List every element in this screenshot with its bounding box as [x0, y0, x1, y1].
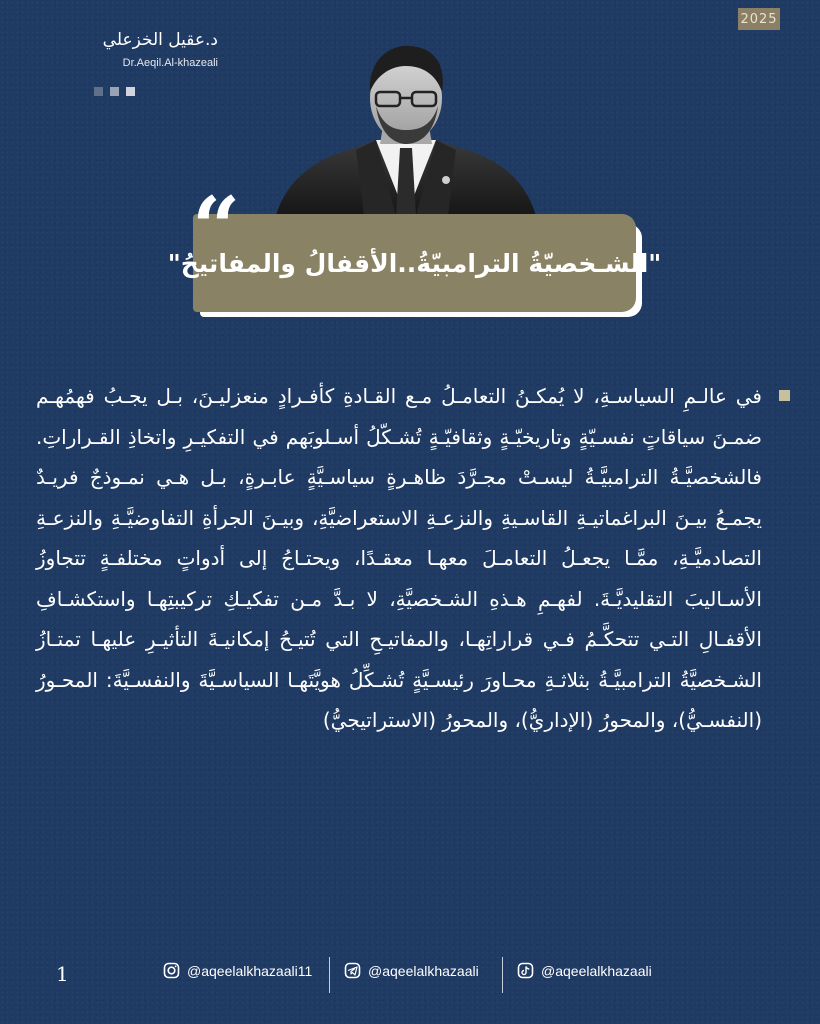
author-portrait: [276, 40, 536, 216]
article-body: في عالـمِ السياسـةِ، لا يُمكـنُ التعامـلُ مـع القـادةِ كأفـرادٍ منعزليـنَ، بـل يجـبُ فهمُهـم ضمـنَ سياقاتٍ نفسـيّةٍ وتاريخيّـةٍ وثقافيّـةٍ تُشـكّلُ أسـلوبَهم في التفكيـرِ واتخاذِ القـراراتِ. فالشخصيَّـةُ الترامبيَّـةُ ليسـتْ مجـرَّدَ ظاهـرةٍ سياسـيَّةٍ عابـرةٍ، بـل هـي نمـوذجٌ فريـدٌ يجمـعُ بيـنَ البراغماتيـةِ القاسـيةِ والنزعـةِ الاستعراضيَّةِ، وبيـنَ الجرأةِ التفاوضيَّـةِ والنزعـةِ التصادميَّـةِ، ممَّـا يجعـلُ التعامـلَ معهـا معقـدًا، ويحتـاجُ إلى أدواتٍ مختلفـةٍ تتجاوزُ الأسـاليبَ التقليديَّـةَ. لفهـمِ هـذهِ الشـخصيَّةِ، لا بـدَّ مـن تفكيـكِ تركيبتِهـا واستكشـافِ الأقفـالِ التـي تتحكَّـمُ فـي قراراتِهـا، والمفاتيـحِ التي تُتيـحُ إمكانيـةَ التأثيـرِ عليهـا تمتـازُ الشـخصيَّةُ الترامبيَّـةُ بثلاثـةِ محـاورَ رئيسـيَّةٍ تُشـكِّلُ هويَّتَهـا السياسـيَّةَ والنفسـيَّةَ: المحـورُ (النفسـيُّ)، والمحورُ (الإداريُّ)، والمحورُ (الاستراتيجيُّ): [36, 384, 762, 732]
decorative-squares: [94, 87, 135, 96]
page-number: 1: [56, 962, 69, 986]
square-light: [126, 87, 135, 96]
divider: [502, 957, 503, 993]
quote-icon: “: [192, 178, 241, 277]
instagram-icon: [163, 962, 180, 979]
tiktok-handle[interactable]: @aqeelalkhazaali: [541, 962, 652, 979]
page-title: "الشـخصيّةُ الترامبيّةُ..الأقفالُ والمفاتيحُ": [167, 248, 662, 278]
title-banner: [167, 214, 662, 312]
author-name-english: Dr.Aeqil.Al-khazeali: [122, 57, 218, 69]
social-telegram[interactable]: [344, 962, 479, 979]
tiktok-icon: [517, 962, 534, 979]
square-dark: [94, 87, 103, 96]
telegram-icon: [344, 962, 361, 979]
divider: [329, 957, 330, 993]
square-mid: [110, 87, 119, 96]
social-instagram[interactable]: [163, 962, 312, 979]
bullet-icon: [779, 390, 790, 401]
year-badge: 2025: [738, 8, 780, 30]
social-tiktok[interactable]: [517, 962, 652, 979]
telegram-handle[interactable]: @aqeelalkhazaali: [368, 962, 479, 979]
instagram-handle[interactable]: @aqeelalkhazaali11: [187, 962, 313, 979]
author-name-arabic: د.عقيل الخزعلي: [102, 30, 218, 50]
